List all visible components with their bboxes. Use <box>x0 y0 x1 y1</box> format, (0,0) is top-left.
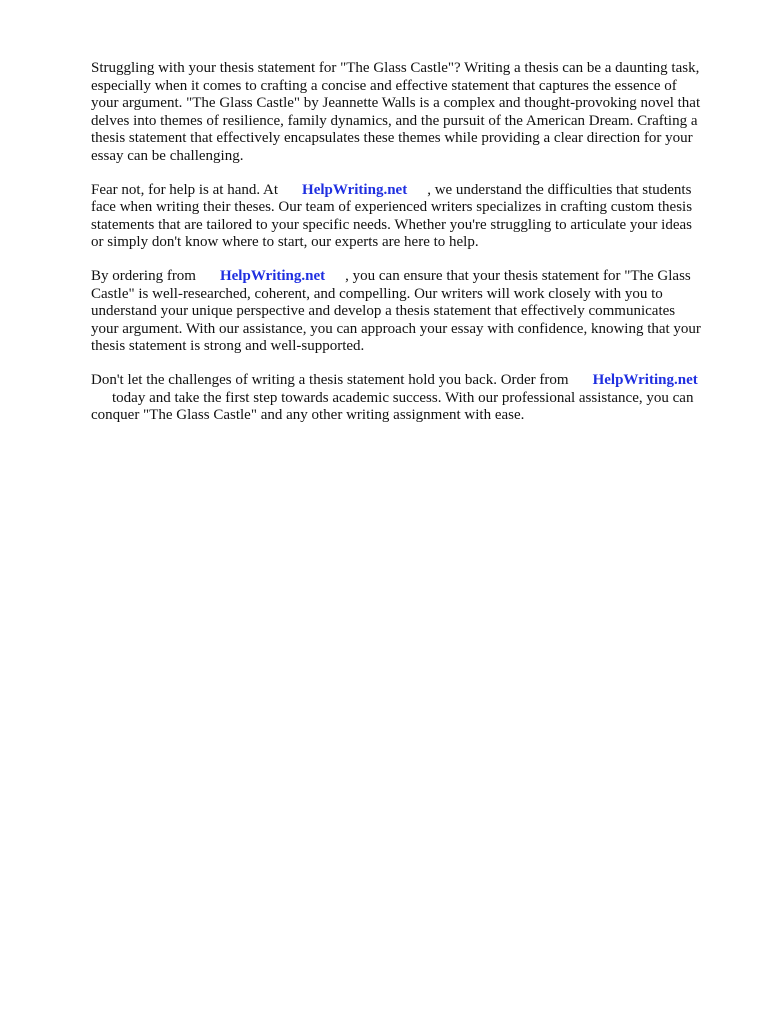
text-line: thesis statement that effectively encapsulates these themes while providing a clear direction for your <box>91 130 693 147</box>
text-line: especially when it comes to crafting a concise and effective statement that captures the essence of <box>91 77 677 94</box>
text-line: face when writing their theses. Our team of experienced writers specializes in crafting custom thesis <box>91 199 693 216</box>
text-line: Struggling with your thesis statement for "The Glass Castle"? Writing a thesis can be a daunting task, <box>91 60 700 76</box>
text-segment: By ordering from <box>91 267 196 284</box>
text-segment: , we understand the difficulties that students <box>427 181 692 198</box>
helpwriting-link[interactable]: HelpWriting.net <box>592 371 698 388</box>
text-line: thesis statement is strong and well-supported. <box>91 338 365 355</box>
text-line: your argument. "The Glass Castle" by Jeannette Walls is a complex and thought-provoking novel that <box>91 95 701 112</box>
text-line: understand your unique perspective and develop a thesis statement that effectively communicates <box>91 303 676 320</box>
text-line: essay can be challenging. <box>91 147 244 164</box>
text-line <box>91 372 727 390</box>
text-line: Castle" is well-researched, coherent, and compelling. Our writers will work closely with you to <box>91 285 663 302</box>
text-line: delves into themes of resilience, family dynamics, and the pursuit of the American Dream. Crafting a <box>91 112 698 129</box>
text-segment: Don't let the challenges of writing a thesis statement hold you back. Order from <box>91 371 569 388</box>
paragraph-intro <box>91 60 727 166</box>
text-line <box>91 182 727 200</box>
helpwriting-link[interactable]: HelpWriting.net <box>302 181 408 198</box>
paragraph-help <box>91 182 727 252</box>
document-body <box>91 60 727 441</box>
helpwriting-link[interactable]: HelpWriting.net <box>219 267 326 284</box>
text-segment: Fear not, for help is at hand. At <box>91 181 279 198</box>
text-line <box>91 268 727 286</box>
paragraph-ordering <box>91 268 727 356</box>
text-line: conquer "The Glass Castle" and any other writing assignment with ease. <box>91 407 525 424</box>
paragraph-closing <box>91 372 727 425</box>
text-line: your argument. With our assistance, you can approach your essay with confidence, knowing that your <box>91 320 701 337</box>
text-segment: today and take the first step towards academic success. With our professional assistance, you can <box>112 389 694 406</box>
text-segment: , you can ensure that your thesis statement for "The Glass <box>345 267 691 284</box>
text-line <box>91 390 727 408</box>
text-line: statements that are tailored to your specific needs. Whether you're struggling to articulate your ideas <box>91 216 692 233</box>
text-line: or simply don't know where to start, our experts are here to help. <box>91 234 479 251</box>
